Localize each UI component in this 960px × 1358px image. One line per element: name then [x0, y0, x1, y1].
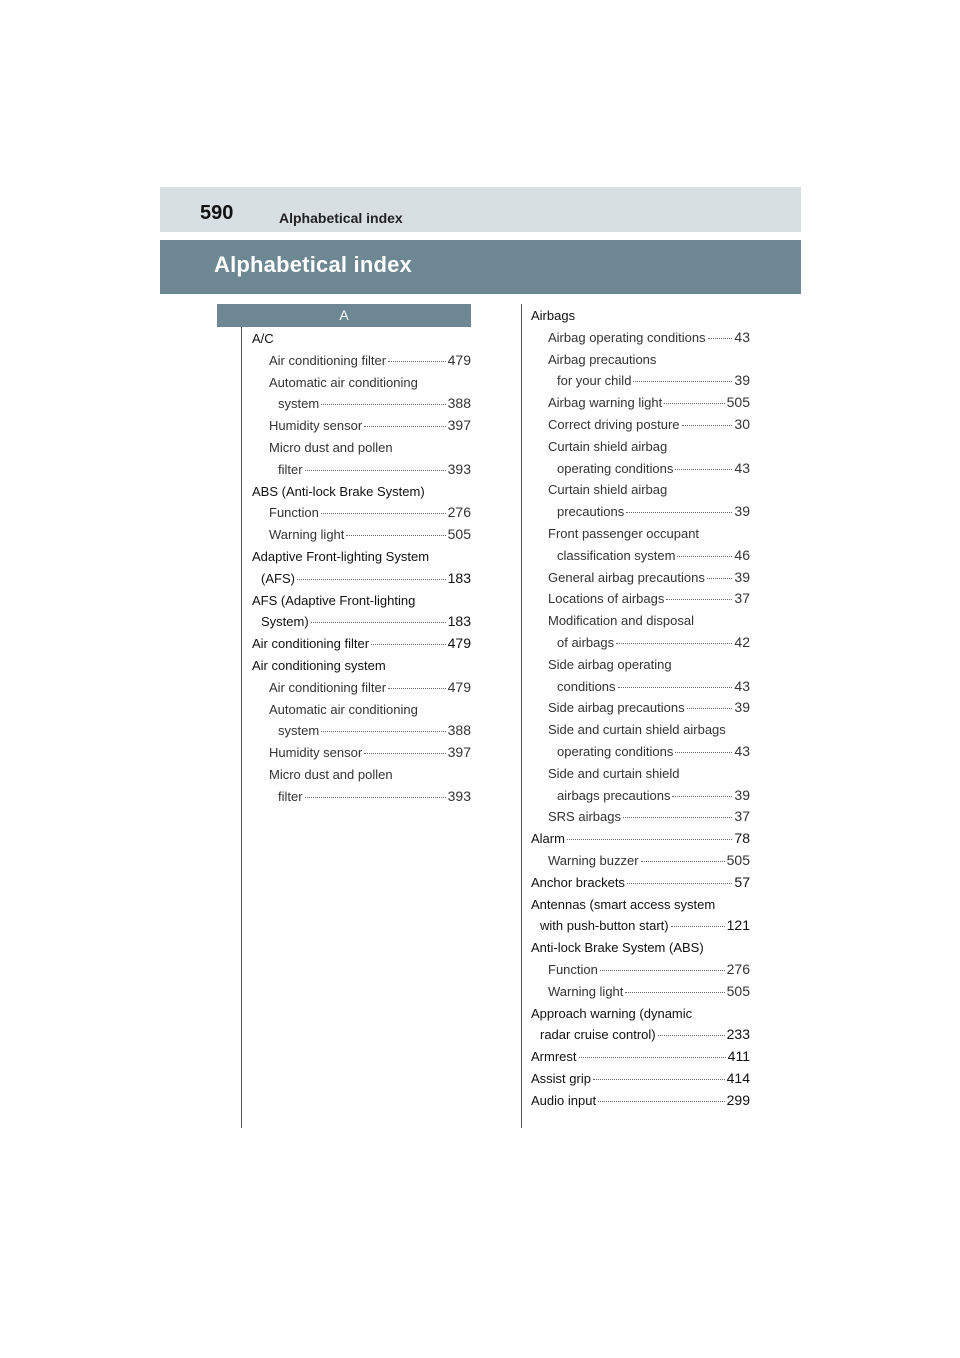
index-entry-label: Airbags: [531, 308, 576, 323]
index-entry-label: ABS (Anti-lock Brake System): [252, 483, 425, 499]
index-entry: [531, 501, 750, 523]
leader-dots: [364, 412, 445, 427]
index-entry-label: Micro dust and pollen: [269, 439, 393, 455]
index-page-ref[interactable]: 39: [734, 568, 750, 585]
index-page-ref[interactable]: 276: [447, 504, 471, 521]
index-page-ref[interactable]: 505: [726, 851, 750, 868]
title-bar: [160, 240, 801, 294]
index-page-ref[interactable]: 121: [726, 917, 750, 934]
leader-dots: [593, 1065, 725, 1080]
index-page-ref[interactable]: 397: [447, 417, 471, 434]
index-entry-label: Air conditioning filter: [269, 352, 387, 368]
index-page-ref[interactable]: 414: [726, 1069, 750, 1086]
index-entry-label: Armrest: [531, 1049, 577, 1065]
leader-dots: [623, 803, 732, 818]
index-entry-label: Side airbag precautions: [548, 700, 685, 716]
index-entry: [531, 588, 750, 610]
leader-dots: [677, 542, 732, 557]
index-entry-label: Curtain shield airbag: [548, 482, 668, 498]
index-entry-label: system: [278, 396, 320, 412]
index-page-ref[interactable]: 505: [726, 982, 750, 999]
index-entry-label: Side and curtain shield airbags: [548, 722, 726, 738]
index-page-ref[interactable]: 183: [447, 569, 471, 586]
index-page-ref[interactable]: 43: [734, 459, 750, 476]
index-entry: [531, 872, 750, 894]
leader-dots: [598, 1087, 725, 1102]
index-entry: [252, 568, 471, 590]
leader-dots: [618, 673, 733, 688]
index-entry-label: Airbag operating conditions: [548, 329, 706, 345]
leader-dots: [305, 783, 446, 798]
leader-dots: [671, 912, 725, 927]
index-entry-label: Anchor brackets: [531, 874, 625, 890]
leader-dots: [567, 825, 732, 840]
index-entry-label: of airbags: [557, 634, 615, 650]
index-page-ref[interactable]: 299: [726, 1091, 750, 1108]
index-page-ref[interactable]: 39: [734, 786, 750, 803]
index-column-right: [531, 305, 750, 1111]
index-entry-label: Automatic air conditioning: [269, 374, 418, 390]
index-entry-label: Automatic air conditioning: [269, 701, 418, 717]
index-entry-label: Airbag warning light: [548, 395, 663, 411]
leader-dots: [682, 411, 733, 426]
index-entry-label: Side airbag operating: [548, 656, 672, 672]
index-entry: [531, 697, 750, 719]
leader-dots: [321, 717, 445, 732]
leader-dots: [626, 498, 732, 513]
leader-dots: [346, 521, 445, 536]
index-page-ref[interactable]: 276: [726, 960, 750, 977]
index-entry-label: filter: [278, 461, 303, 477]
index-entry-label: operating conditions: [557, 460, 674, 476]
index-page-ref[interactable]: 39: [734, 699, 750, 716]
leader-dots: [311, 608, 446, 623]
leader-dots: [371, 630, 446, 645]
index-entry-label: Side and curtain shield: [548, 765, 680, 781]
index-page-ref[interactable]: 183: [447, 613, 471, 630]
index-page-ref[interactable]: 393: [447, 460, 471, 477]
leader-dots: [305, 456, 446, 471]
leader-dots: [600, 956, 725, 971]
index-page-ref[interactable]: 397: [447, 744, 471, 761]
leader-dots: [297, 565, 446, 580]
index-page-ref[interactable]: 42: [734, 633, 750, 650]
index-entry-label: (AFS): [261, 570, 295, 586]
index-entry-label: with push-button start): [540, 918, 669, 934]
index-entry-label: Air conditioning filter: [269, 679, 387, 695]
leader-dots: [616, 629, 732, 644]
leader-dots: [633, 367, 732, 382]
index-page-ref[interactable]: 37: [734, 590, 750, 607]
index-entry-label: SRS airbags: [548, 809, 621, 825]
leader-dots: [388, 674, 446, 689]
index-entry: [252, 350, 471, 372]
index-page-ref[interactable]: 479: [447, 678, 471, 695]
index-page-ref[interactable]: 43: [734, 328, 750, 345]
index-entry-label: precautions: [557, 504, 625, 520]
index-entry: [252, 415, 471, 437]
leader-dots: [675, 455, 732, 470]
right-column-rule: [521, 304, 522, 1128]
index-entry-label: Humidity sensor: [269, 418, 363, 434]
index-page-ref[interactable]: 479: [447, 635, 471, 652]
index-entry-label: Correct driving posture: [548, 416, 680, 432]
index-entry-label: Assist grip: [531, 1070, 591, 1086]
index-page-ref[interactable]: 233: [726, 1026, 750, 1043]
leader-dots: [641, 847, 725, 862]
page-title: Alphabetical index: [214, 252, 412, 277]
index-entry-label: Air conditioning system: [252, 657, 386, 673]
leader-dots: [364, 739, 445, 754]
index-page-ref[interactable]: 57: [734, 873, 750, 890]
index-entry-label: Antennas (smart access system: [531, 896, 716, 912]
leader-dots: [675, 738, 732, 753]
index-page-ref[interactable]: 37: [734, 808, 750, 825]
leader-dots: [666, 585, 732, 600]
leader-dots: [388, 347, 446, 362]
index-entry: [252, 677, 471, 699]
index-entry-label: A/C: [252, 331, 274, 346]
index-entry: [531, 981, 750, 1003]
section-letter-header: A: [217, 304, 471, 327]
index-entry-label: Modification and disposal: [548, 613, 694, 629]
index-entry: [252, 524, 471, 546]
left-column-rule: [241, 304, 242, 1128]
running-title: Alphabetical index: [279, 210, 403, 226]
index-entry-label: AFS (Adaptive Front-lighting: [252, 592, 416, 608]
index-entry-label: Micro dust and pollen: [269, 766, 393, 782]
index-page-ref[interactable]: 505: [447, 526, 471, 543]
index-entry-label: radar cruise control): [540, 1027, 656, 1043]
index-page-ref[interactable]: 393: [447, 787, 471, 804]
leader-dots: [321, 390, 445, 405]
header-band: [160, 187, 801, 232]
index-entry-label: Airbag precautions: [548, 351, 657, 367]
index-page-ref[interactable]: 78: [734, 830, 750, 847]
index-entry-label: airbags precautions: [557, 787, 671, 803]
index-page-ref[interactable]: 39: [734, 503, 750, 520]
leader-dots: [321, 499, 446, 514]
leader-dots: [707, 564, 733, 579]
leader-dots: [579, 1043, 726, 1058]
leader-dots: [625, 978, 724, 993]
index-entry-label: for your child: [557, 373, 632, 389]
page-number: 590: [200, 202, 234, 224]
index-entry-label: Adaptive Front-lighting System: [252, 548, 430, 564]
index-page-ref[interactable]: 411: [727, 1048, 750, 1065]
index-entry-label: Warning buzzer: [548, 852, 639, 868]
leader-dots: [658, 1021, 725, 1036]
leader-dots: [672, 782, 732, 797]
index-entry-label: Function: [548, 961, 598, 977]
index-page-ref[interactable]: 505: [726, 394, 750, 411]
index-entry-label: system: [278, 723, 320, 739]
leader-dots: [664, 389, 724, 404]
index-entry: [531, 414, 750, 436]
index-entry: [252, 742, 471, 764]
leader-dots: [708, 324, 733, 339]
index-entry-label: Alarm: [531, 831, 565, 847]
index-entry-label: Air conditioning filter: [252, 636, 370, 652]
leader-dots: [687, 694, 733, 709]
index-entry-label: Audio input: [531, 1092, 597, 1108]
index-entry: [531, 741, 750, 763]
index-entry: [252, 786, 471, 808]
index-entry-label: filter: [278, 788, 303, 804]
index-entry: [252, 633, 471, 655]
index-entry-label: General airbag precautions: [548, 569, 705, 585]
index-entry-label: Warning light: [269, 527, 345, 543]
index-page-ref[interactable]: 30: [734, 415, 750, 432]
index-entry-label: System): [261, 614, 309, 630]
index-entry: [531, 632, 750, 654]
index-entry: [531, 458, 750, 480]
index-page-ref[interactable]: 479: [447, 351, 471, 368]
index-entry: [252, 459, 471, 481]
index-entry: [531, 915, 750, 937]
index-entry: [531, 1090, 750, 1112]
index-entry-label: conditions: [557, 678, 616, 694]
index-entry-label: Function: [269, 505, 319, 521]
index-page-ref[interactable]: 43: [734, 742, 750, 759]
index-page-ref[interactable]: 39: [734, 372, 750, 389]
index-entry-label: Anti-lock Brake System (ABS): [531, 940, 704, 956]
index-entry-label: Locations of airbags: [548, 591, 665, 607]
index-entry-label: operating conditions: [557, 743, 674, 759]
index-entry-label: Warning light: [548, 983, 624, 999]
index-page-ref[interactable]: 43: [734, 677, 750, 694]
index-page-ref[interactable]: 388: [447, 722, 471, 739]
index-entry-label: Approach warning (dynamic: [531, 1005, 693, 1021]
index-entry-label: Curtain shield airbag: [548, 438, 668, 454]
index-entry-label: classification system: [557, 547, 676, 563]
leader-dots: [627, 869, 732, 884]
index-page-ref[interactable]: 46: [734, 546, 750, 563]
index-entry: [531, 327, 750, 349]
index-page-ref[interactable]: 388: [447, 395, 471, 412]
index-entry-label: Humidity sensor: [269, 745, 363, 761]
index-entry-label: Front passenger occupant: [548, 525, 700, 541]
index-column-left: [252, 328, 471, 808]
